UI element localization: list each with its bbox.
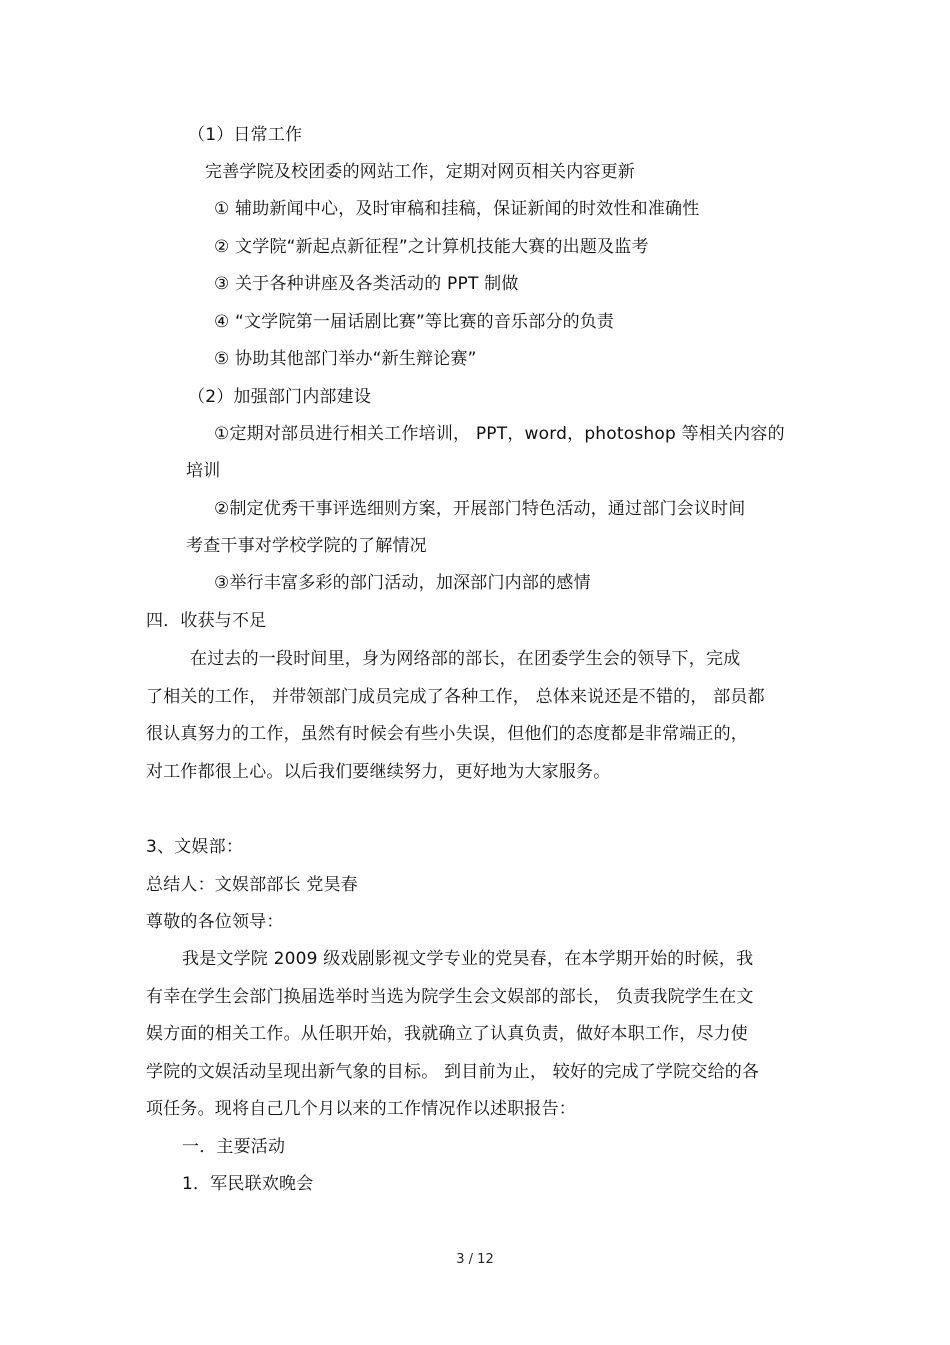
- section-heading-gains: 四．收获与不足: [146, 611, 267, 631]
- author-line: 总结人：文娱部部长 党昊春: [146, 875, 359, 895]
- subsection-heading: 1．军民联欢晚会: [182, 1174, 314, 1194]
- paragraph-line: 项任务。现将自己几个月以来的工作情况作以述职报告：: [146, 1099, 576, 1119]
- paragraph-line: 了相关的工作， 并带领部门成员完成了各种工作， 总体来说还是不错的， 部员都: [146, 687, 765, 707]
- paragraph-line: 我是文学院 2009 级戏剧影视文学专业的党昊春，在本学期开始的时候，我: [182, 949, 754, 969]
- list-item: ①定期对部员进行相关工作培训， PPT，word，photoshop 等相关内容的: [214, 424, 785, 444]
- paragraph-line: 娱方面的相关工作。从任职开始，我就确立了认真负责，做好本职工作，尽力使: [146, 1024, 748, 1044]
- section-heading-entertainment-dept: 3、文娱部：: [146, 837, 244, 857]
- list-item: ⑤ 协助其他部门举办“新生辩论赛”: [214, 349, 477, 369]
- list-item: ③举行丰富多彩的部门活动，加深部门内部的感情: [214, 573, 591, 593]
- paragraph-line: 很认真努力的工作，虽然有时候会有些小失误，但他们的态度都是非常端正的，: [146, 724, 748, 744]
- section-heading-internal-building: （2）加强部门内部建设: [188, 387, 372, 407]
- paragraph-line: 培训: [186, 461, 221, 481]
- list-item: ②制定优秀干事评选细则方案，开展部门特色活动，通过部门会议时间: [214, 499, 746, 519]
- paragraph-line: 在过去的一段时间里，身为网络部的部长，在团委学生会的领导下，完成: [190, 649, 741, 669]
- list-item: ① 辅助新闻中心，及时审稿和挂稿，保证新闻的时效性和准确性: [214, 199, 700, 219]
- paragraph-line: 有幸在学生会部门换届选举时当选为院学生会文娱部的部长， 负责我院学生在文: [146, 987, 754, 1007]
- list-item: ③ 关于各种讲座及各类活动的 PPT 制做: [214, 274, 519, 294]
- paragraph-line: 考查干事对学校学院的了解情况: [186, 536, 427, 556]
- salutation: 尊敬的各位领导：: [146, 912, 284, 932]
- list-item: ④ “文学院第一届话剧比赛”等比赛的音乐部分的负责: [214, 312, 615, 332]
- list-item: ② 文学院“新起点新征程”之计算机技能大赛的出题及监考: [214, 237, 649, 257]
- paragraph-line: 对工作都很上心。以后我们要继续努力，更好地为大家服务。: [146, 762, 611, 782]
- page-number: 3 / 12: [456, 1252, 494, 1267]
- section-heading-main-activities: 一．主要活动: [182, 1137, 286, 1157]
- section-heading-daily-work: （1）日常工作: [188, 125, 303, 145]
- paragraph-line: 学院的文娱活动呈现出新气象的目标。 到目前为止， 较好的完成了学院交给的各: [146, 1062, 760, 1082]
- paragraph-line: 完善学院及校团委的网站工作，定期对网页相关内容更新: [205, 162, 635, 182]
